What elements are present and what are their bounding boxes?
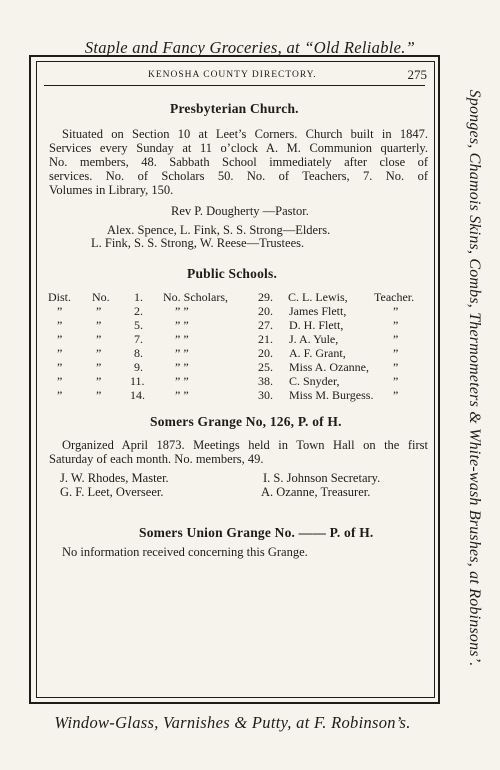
pastor-line: Rev P. Dougherty —Pastor. — [171, 204, 309, 218]
officer-master: J. W. Rhodes, Master. — [60, 471, 169, 485]
officer-treasurer: A. Ozanne, Treasurer. — [261, 485, 371, 499]
dist-cell: ” — [57, 332, 63, 346]
no-cell: ” — [96, 360, 102, 374]
dist-cell: Dist. — [48, 290, 72, 304]
no-cell: ” — [96, 332, 102, 346]
teacher-role-cell: ” — [393, 388, 399, 402]
elders-line: Alex. Spence, L. Fink, S. S. Strong—Elders. — [107, 223, 331, 237]
scholar-count-cell: 27. — [258, 318, 273, 332]
presbyterian-line-5: Volumes in Library, 150. — [49, 183, 174, 197]
union-grange-heading: Somers Union Grange No. —— P. of H. — [139, 525, 374, 540]
somers-grange-heading: Somers Grange No, 126, P. of H. — [150, 414, 342, 429]
trustees-line: L. Fink, S. S. Strong, W. Reese—Trustees. — [91, 236, 305, 250]
presbyterian-line-1: Situated on Section 10 at Leet’s Corners. Church built in 1847. — [62, 127, 428, 141]
scholar-count-cell: 38. — [258, 374, 273, 388]
scholar-count-cell: 30. — [258, 388, 273, 402]
school-number-cell: 2. — [134, 304, 143, 318]
presbyterian-line-3: No. members, 48. Sabbath School immediately after close of — [49, 155, 428, 169]
scholars-label-cell: ” ” — [175, 318, 189, 332]
school-number-cell: 1. — [134, 290, 143, 304]
teacher-role-cell: ” — [393, 332, 399, 346]
officer-secretary: I. S. Johnson Secretary. — [263, 471, 381, 485]
scholar-count-cell: 25. — [258, 360, 273, 374]
school-number-cell: 9. — [134, 360, 143, 374]
scholars-label-cell: ” ” — [175, 304, 189, 318]
teacher-name-cell: D. H. Flett, — [289, 318, 344, 332]
no-cell: ” — [96, 304, 102, 318]
somers-grange-line-2: Saturday of each month. No. members, 49. — [49, 452, 264, 466]
no-cell: ” — [96, 388, 102, 402]
page-number: 275 — [407, 67, 427, 82]
teacher-role-cell: ” — [393, 360, 399, 374]
no-cell: ” — [96, 318, 102, 332]
teacher-name-cell: C. Snyder, — [289, 374, 340, 388]
teacher-role-cell: ” — [393, 374, 399, 388]
scholars-label-cell: ” ” — [175, 360, 189, 374]
presbyterian-heading: Presbyterian Church. — [170, 101, 299, 116]
scholars-label-cell: ” ” — [175, 346, 189, 360]
school-number-cell: 7. — [134, 332, 143, 346]
presbyterian-line-4: services. No. of Scholars 50. No. of Teachers, 7. No. of — [49, 169, 428, 183]
teacher-name-cell: A. F. Grant, — [289, 346, 346, 360]
running-head-title: KENOSHA COUNTY DIRECTORY. — [148, 70, 317, 80]
teacher-role-cell: ” — [393, 346, 399, 360]
teacher-name-cell: C. L. Lewis, — [288, 290, 348, 304]
teacher-name-cell: Miss A. Ozanne, — [289, 360, 369, 374]
school-number-cell: 5. — [134, 318, 143, 332]
school-number-cell: 14. — [130, 388, 145, 402]
scholar-count-cell: 20. — [258, 346, 273, 360]
officer-overseer: G. F. Leet, Overseer. — [60, 485, 164, 499]
no-cell: No. — [92, 290, 110, 304]
schools-heading: Public Schools. — [187, 266, 278, 281]
teacher-role-cell: Teacher. — [374, 290, 415, 304]
school-number-cell: 11. — [130, 374, 145, 388]
dist-cell: ” — [57, 346, 63, 360]
scholar-count-cell: 21. — [258, 332, 273, 346]
dist-cell: ” — [57, 360, 63, 374]
dist-cell: ” — [57, 388, 63, 402]
teacher-name-cell: J. A. Yule, — [289, 332, 339, 346]
dist-cell: ” — [57, 374, 63, 388]
dist-cell: ” — [57, 304, 63, 318]
somers-grange-line-1: Organized April 1873. Meetings held in Town Hall on the first — [62, 438, 428, 452]
scholars-label-cell: ” ” — [175, 388, 189, 402]
bottom-advertisement: Window-Glass, Varnishes & Putty, at F. Robinson’s. — [54, 713, 411, 732]
teacher-name-cell: Miss M. Burgess. — [289, 388, 374, 402]
scholars-label-cell: No. Scholars, — [163, 290, 228, 304]
no-cell: ” — [96, 374, 102, 388]
scholars-label-cell: ” ” — [175, 332, 189, 346]
scholar-count-cell: 29. — [258, 290, 273, 304]
school-number-cell: 8. — [134, 346, 143, 360]
union-grange-text: No information received concerning this Grange. — [62, 545, 308, 559]
scholars-label-cell: ” ” — [175, 374, 189, 388]
presbyterian-line-2: Services every Sunday at 11 o’clock A. M. Communion quarterly. — [49, 141, 428, 155]
teacher-role-cell: ” — [393, 318, 399, 332]
side-advertisement: Sponges, Chamois Skins, Combs, Thermometers & White-wash Brushes, at Robinsons’. — [466, 89, 483, 667]
no-cell: ” — [96, 346, 102, 360]
top-advertisement: Staple and Fancy Groceries, at “Old Reliable.” — [84, 38, 416, 57]
teacher-role-cell: ” — [393, 304, 399, 318]
scholar-count-cell: 20. — [258, 304, 273, 318]
teacher-name-cell: James Flett, — [289, 304, 347, 318]
dist-cell: ” — [57, 318, 63, 332]
